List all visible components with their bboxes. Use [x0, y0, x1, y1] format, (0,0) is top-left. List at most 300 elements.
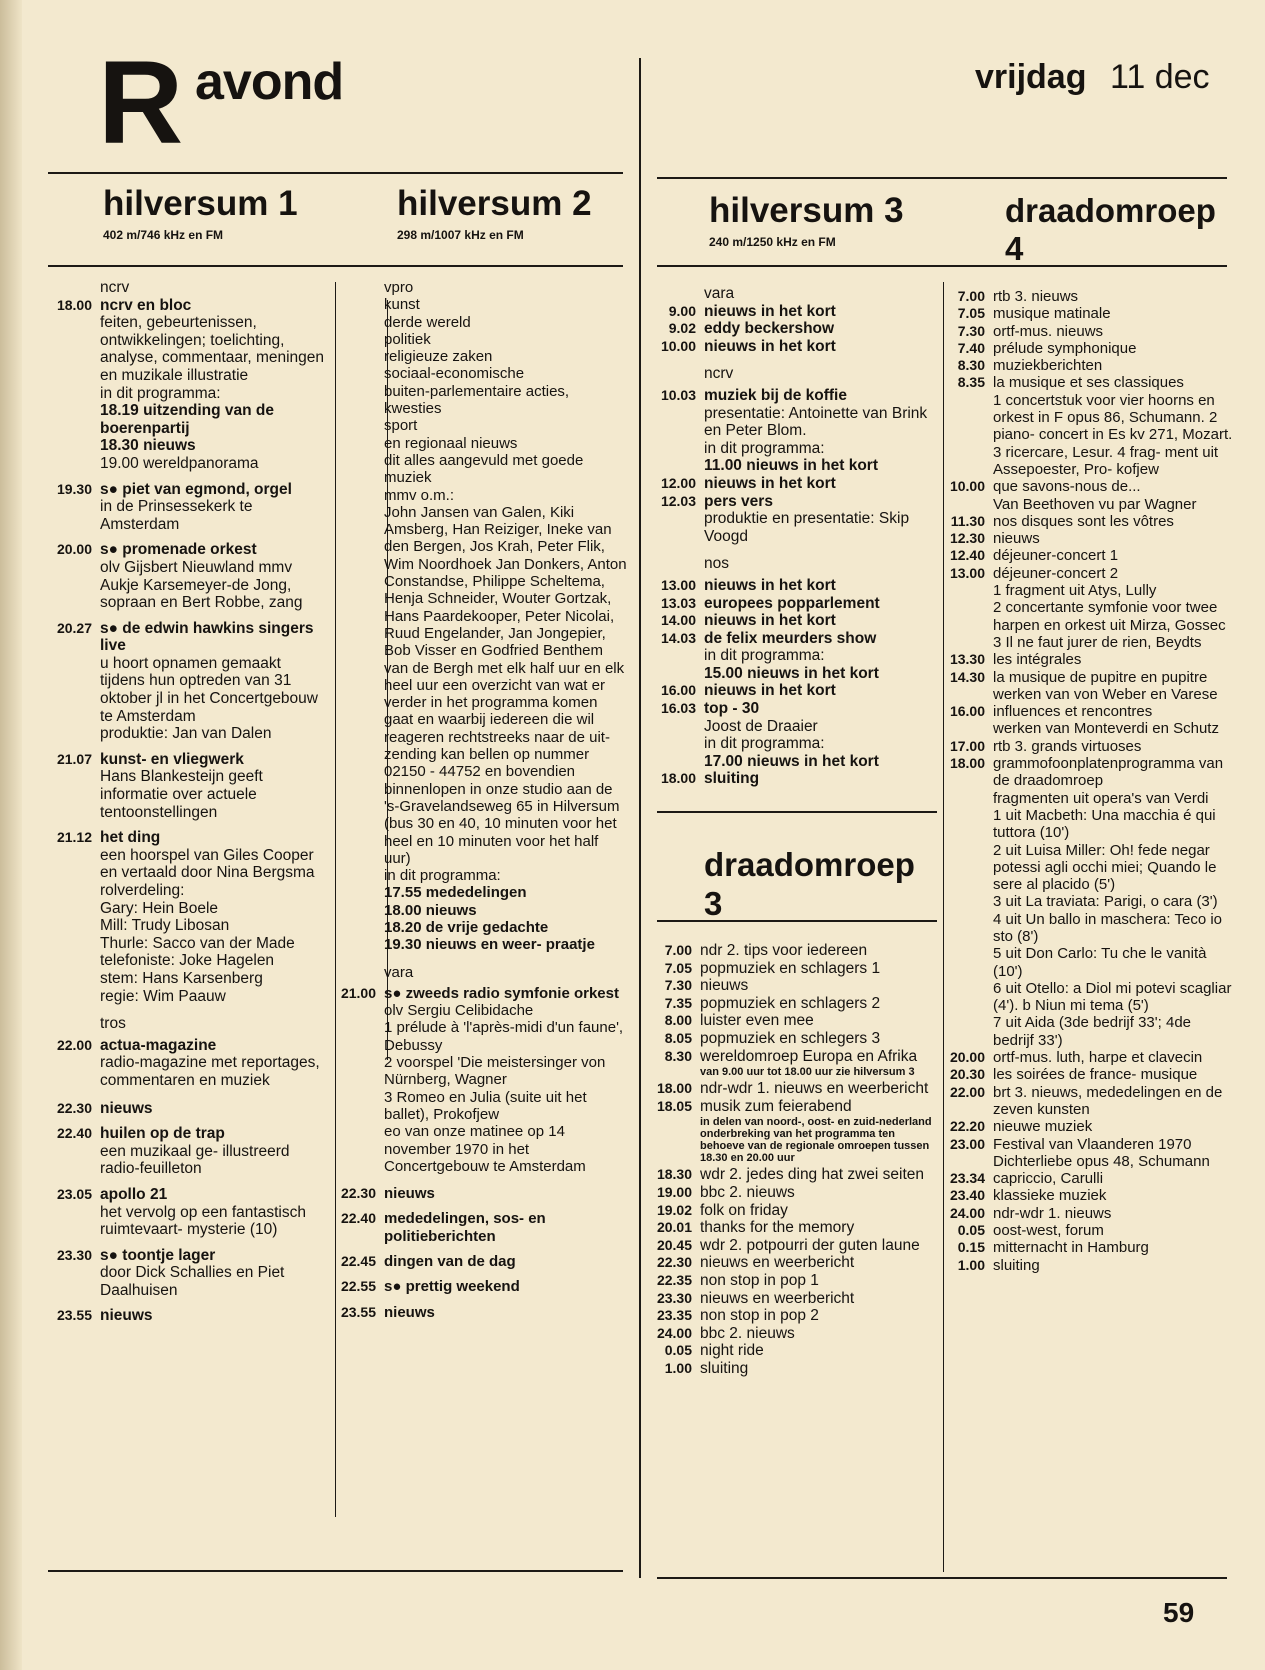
program-title: door Dick Schallies en Piet Daalhuisen — [100, 1264, 285, 1299]
rule-d3-top — [657, 811, 937, 813]
program-time — [648, 718, 696, 736]
program-title: nos disques sont les vôtres — [993, 512, 1174, 530]
program-row — [48, 1143, 330, 1178]
program-title: top - 30 — [704, 700, 760, 718]
program-row — [945, 669, 1235, 686]
program-title: eddy beckershow — [704, 320, 835, 338]
program-row — [648, 338, 936, 356]
program-time: 19.30 — [56, 480, 92, 497]
program-time: 20.45 — [656, 1236, 692, 1253]
program-time: 23.30 — [656, 1289, 692, 1306]
program-title: het vervolg op een fantastisch ruimtevaart- mysterie (10) — [100, 1203, 306, 1239]
program-row — [48, 297, 330, 315]
program-title: la musique et ses classiques — [993, 374, 1184, 392]
program-row — [650, 960, 938, 978]
program-time — [48, 455, 92, 473]
program-title: nieuws in het kort — [704, 576, 836, 594]
program-title: bbc 2. nieuws — [700, 1324, 795, 1342]
program-row — [48, 1100, 330, 1118]
program-row — [945, 1136, 1235, 1171]
program-title: Joost de Draaier — [704, 717, 818, 735]
program-title: nieuws en weerbericht — [700, 1289, 855, 1307]
program-time — [648, 647, 696, 665]
program-title: folk on friday — [700, 1201, 788, 1219]
program-row — [945, 599, 1235, 634]
program-row — [48, 655, 330, 725]
program-title: popmuziek en schlagers 1 — [700, 959, 881, 977]
program-time — [48, 1015, 92, 1033]
program-row — [945, 893, 1235, 910]
program-title: rtb 3. grands virtuoses — [993, 737, 1142, 755]
program-time: 8.35 — [957, 374, 985, 391]
program-title: musik zum feierabend — [700, 1097, 852, 1115]
program-time — [945, 790, 985, 807]
program-row — [336, 919, 628, 936]
program-title: 15.00 nieuws in het kort — [704, 664, 879, 682]
program-title: 2 concertante symfonie voor twee harpen en orkest uit Mirza, Gossec — [993, 599, 1226, 634]
program-row — [336, 1210, 628, 1245]
program-row — [48, 1204, 330, 1239]
program-time: 23.55 — [56, 1307, 92, 1324]
program-time: 13.00 — [660, 576, 696, 593]
program-row — [650, 1325, 938, 1343]
program-time — [945, 842, 985, 894]
program-title: ncrv en bloc — [100, 296, 192, 314]
program-title: derde wereld — [384, 313, 471, 331]
program-time: 12.30 — [949, 530, 985, 547]
program-row — [48, 829, 330, 847]
program-title: nieuws — [993, 530, 1040, 548]
program-row — [650, 1272, 938, 1290]
program-row — [48, 1264, 330, 1299]
program-row — [48, 847, 330, 882]
program-row — [336, 1253, 628, 1270]
program-time — [336, 1002, 376, 1019]
program-time: 11.30 — [950, 512, 985, 529]
program-row — [945, 634, 1235, 651]
program-title: déjeuner-concert 2 — [993, 564, 1119, 582]
program-title: vara — [384, 963, 414, 981]
program-row — [48, 751, 330, 769]
program-row — [650, 1166, 938, 1184]
program-title: 2 uit Luisa Miller: Oh! fede negar potessi agli occhi miei; Quando le sere al placido (5') — [993, 841, 1217, 894]
program-time — [648, 457, 696, 475]
program-row — [336, 504, 628, 660]
program-row — [336, 331, 628, 348]
program-time: 22.20 — [949, 1118, 985, 1135]
program-row — [648, 320, 936, 338]
program-row — [945, 703, 1235, 720]
program-title: John Jansen van Galen, Kiki Amsberg, Han Reiziger, Ineke van den Bergen, Jos Krah, Peter Flik, Wim Noordhoek Jan Donkers, Anton Constandse, Philippe Scheltema, Henja Schneider, Wouter Gortzak, Hans Paardekooper, Peter Nicolai, Ruud Engelander, Jan Jongepier, Bob Visser en Godfried Benthem — [384, 503, 627, 660]
program-title: wdr 2. potpourri der guten laune — [700, 1236, 920, 1254]
program-row — [336, 435, 628, 452]
program-time: 18.00 — [660, 770, 696, 787]
program-row — [648, 475, 936, 493]
program-title: nieuws — [384, 1185, 435, 1203]
program-row — [945, 340, 1235, 357]
program-title: regie: Wim Paauw — [100, 987, 226, 1005]
program-row — [48, 385, 330, 403]
program-title: popmuziek en schlagers 2 — [700, 994, 881, 1012]
program-time — [336, 964, 376, 981]
program-title: ndr-wdr 1. nieuws en weerbericht — [700, 1080, 929, 1098]
station-freq-h3: 240 m/1250 kHz en FM — [709, 235, 836, 249]
program-row — [48, 882, 330, 900]
program-row — [336, 660, 628, 868]
program-row — [945, 807, 1235, 842]
program-row — [336, 1019, 628, 1054]
section-title: avond — [195, 53, 344, 111]
program-time: 23.00 — [949, 1135, 985, 1152]
program-row — [650, 1237, 938, 1255]
program-title: ortf-mus. luth, harpe et clavecin — [993, 1049, 1203, 1067]
program-title: de felix meurders show — [704, 629, 877, 647]
program-row — [48, 559, 330, 612]
program-row — [650, 1290, 938, 1308]
program-title: 2 voorspel 'Die meistersinger von Nürnberg, Wagner — [384, 1054, 606, 1089]
program-row — [650, 977, 938, 995]
program-time — [648, 365, 696, 383]
program-row — [336, 383, 628, 418]
program-title: in delen van noord-, oost- en zuid-nederland onderbreking van het programma ten behoeve van de regionale omroepen tussen 18.30 en 20.00 uur — [700, 1116, 932, 1165]
program-title: s● piet van egmond, orgel — [100, 480, 292, 498]
program-row — [336, 296, 628, 313]
program-title: presentatie: Antoinette van Brink en Peter Blom. — [704, 404, 928, 440]
program-row — [648, 555, 936, 573]
program-row — [336, 1089, 628, 1124]
program-row — [650, 942, 938, 960]
program-time: 22.55 — [340, 1278, 376, 1295]
program-time — [48, 882, 92, 900]
program-time — [48, 1264, 92, 1299]
program-row — [48, 1015, 330, 1033]
program-row — [336, 1002, 628, 1019]
program-time — [48, 498, 92, 533]
program-row — [945, 755, 1235, 790]
program-title: sluiting — [704, 770, 760, 788]
program-row — [48, 481, 330, 499]
program-row — [648, 735, 936, 753]
program-time: 12.00 — [660, 474, 696, 491]
rule-bottom-right — [657, 1577, 1227, 1579]
rule-bottom-left — [48, 1570, 623, 1572]
program-row — [650, 1219, 938, 1237]
program-row — [945, 1066, 1235, 1083]
program-row — [648, 718, 936, 736]
program-time — [336, 435, 376, 452]
program-time: 23.40 — [949, 1187, 985, 1204]
program-row — [648, 510, 936, 545]
program-time — [336, 884, 376, 901]
program-time: 10.00 — [660, 337, 696, 354]
program-time: 7.00 — [957, 288, 985, 304]
program-row — [48, 1186, 330, 1204]
program-time: 18.00 — [949, 755, 985, 772]
program-row — [648, 612, 936, 630]
program-row — [648, 387, 936, 405]
day-label: vrijdag — [975, 58, 1087, 96]
col-divider-h3-d4 — [943, 282, 944, 1572]
program-title: buiten-parlementaire acties, kwesties — [384, 382, 570, 418]
program-title: religieuze zaken — [384, 348, 493, 366]
program-row — [945, 1118, 1235, 1135]
program-time: 14.30 — [949, 668, 985, 685]
program-title: olv Gijsbert Nieuwland mmv Aukje Karsemeyer-de Jong, sopraan en Bert Robbe, zang — [100, 558, 303, 612]
program-time: 22.30 — [656, 1254, 692, 1271]
program-title: 1 fragment uit Atys, Lully — [993, 582, 1157, 600]
program-time — [336, 348, 376, 365]
program-row — [945, 842, 1235, 894]
program-time — [945, 1014, 985, 1049]
program-row — [48, 498, 330, 533]
program-row — [648, 285, 936, 303]
program-row — [648, 405, 936, 440]
program-title: Gary: Hein Boele — [100, 899, 219, 917]
program-time: 23.35 — [656, 1307, 692, 1324]
program-row — [945, 720, 1235, 737]
program-title: produktie en presentatie: Skip Voogd — [704, 510, 910, 545]
program-title: déjeuner-concert 1 — [993, 547, 1119, 565]
program-title: werken van von Weber en Varese — [993, 685, 1218, 703]
program-time — [48, 279, 92, 297]
program-title: ortf-mus. nieuws — [993, 322, 1104, 340]
rule-head-left — [48, 265, 623, 267]
program-title: wereldomroep Europa en Afrika — [700, 1047, 918, 1065]
program-title: feiten, gebeurtenissen, ontwikkelingen; toelichting, analyse, commentaar, meningen en muzikale illustratie — [100, 314, 325, 384]
program-time: 8.30 — [957, 357, 985, 374]
program-time: 19.00 — [656, 1183, 692, 1200]
program-title: 19.30 nieuws en weer- praatje — [384, 936, 595, 954]
program-time: 8.30 — [664, 1047, 692, 1064]
program-time: 13.30 — [949, 651, 985, 668]
schedule-draadomroep-4 — [945, 288, 1235, 1274]
program-title: ndr 2. tips voor iedereen — [700, 942, 868, 959]
program-time — [945, 720, 985, 737]
program-time: 18.00 — [656, 1080, 692, 1097]
program-time — [48, 1204, 92, 1239]
program-title: van 9.00 uur tot 18.00 uur zie hilversum 3 — [700, 1066, 915, 1079]
program-title: olv Sergiu Celibidache — [384, 1002, 534, 1020]
program-time — [945, 599, 985, 634]
program-title: nieuws — [100, 1307, 153, 1325]
program-time: 23.55 — [340, 1303, 376, 1320]
program-title: s● de edwin hawkins singers live — [100, 619, 314, 655]
program-row — [336, 936, 628, 953]
program-time: 12.03 — [660, 492, 696, 509]
program-title: les soirées de france- musique — [993, 1066, 1198, 1084]
program-time: 18.00 — [56, 296, 92, 313]
program-row — [650, 1066, 938, 1078]
program-title: 5 uit Don Carlo: Tu che le vanità (10') — [993, 945, 1207, 980]
program-time — [336, 417, 376, 434]
program-row — [648, 700, 936, 718]
program-title: ncrv — [704, 365, 734, 383]
program-row — [945, 305, 1235, 322]
program-row — [648, 682, 936, 700]
program-time: 7.30 — [957, 322, 985, 339]
program-row — [945, 1205, 1235, 1222]
program-row — [945, 496, 1235, 513]
program-row — [336, 867, 628, 884]
program-title: dit alles aangevuld met goede muziek — [384, 451, 584, 487]
program-time — [336, 919, 376, 936]
program-title: non stop in pop 1 — [700, 1271, 819, 1289]
program-row — [336, 985, 628, 1002]
program-row — [336, 487, 628, 504]
program-time — [648, 440, 696, 458]
program-title: werken van Monteverdi en Schutz — [993, 720, 1219, 738]
program-title: 17.00 nieuws in het kort — [704, 752, 879, 770]
program-title: kunst- en vliegwerk — [100, 750, 244, 768]
program-time: 17.00 — [949, 737, 985, 754]
program-row — [48, 917, 330, 935]
program-time — [336, 279, 376, 296]
program-title: fragmenten uit opera's van Verdi — [993, 789, 1209, 807]
program-row — [945, 1084, 1235, 1119]
program-title: muziekberichten — [993, 357, 1103, 375]
program-time — [336, 296, 376, 313]
program-title: een muzikaal ge- illustreerd radio-feuilleton — [100, 1142, 290, 1178]
program-row — [945, 1239, 1235, 1256]
program-time — [336, 1019, 376, 1054]
program-row — [336, 314, 628, 331]
program-row — [945, 1170, 1235, 1187]
program-row — [945, 547, 1235, 564]
program-row — [48, 1054, 330, 1089]
program-time — [648, 753, 696, 771]
program-title: 18.00 nieuws — [384, 901, 477, 919]
program-row — [945, 1014, 1235, 1049]
program-row — [336, 365, 628, 382]
program-row — [945, 1049, 1235, 1066]
program-title: oost-west, forum — [993, 1222, 1104, 1240]
program-time: 19.02 — [656, 1201, 692, 1218]
program-time — [336, 660, 376, 868]
program-title: nos — [704, 555, 729, 573]
program-row — [945, 651, 1235, 668]
program-title: ncrv — [100, 279, 130, 296]
program-time: 1.00 — [664, 1359, 692, 1376]
program-row — [945, 686, 1235, 703]
program-title: vara — [704, 285, 735, 302]
program-title: non stop in pop 2 — [700, 1307, 819, 1325]
program-time — [336, 867, 376, 884]
program-time — [945, 686, 985, 703]
program-title: thanks for the memory — [700, 1219, 855, 1237]
program-row — [945, 738, 1235, 755]
program-time — [48, 935, 92, 953]
program-time: 14.03 — [660, 629, 696, 646]
program-row — [336, 348, 628, 365]
program-title: Van Beethoven vu par Wagner — [993, 495, 1197, 513]
program-row — [650, 1360, 938, 1378]
program-title: het ding — [100, 829, 161, 847]
program-title: vpro — [384, 279, 414, 296]
program-row — [945, 582, 1235, 599]
program-time: 24.00 — [949, 1204, 985, 1221]
schedule-draadomroep-3 — [650, 942, 938, 1377]
program-time: 18.05 — [656, 1097, 692, 1114]
program-time: 22.00 — [56, 1036, 92, 1053]
program-title: 11.00 nieuws in het kort — [704, 457, 879, 475]
program-row — [650, 995, 938, 1013]
program-row — [48, 1125, 330, 1143]
program-title: night ride — [700, 1342, 764, 1360]
program-row — [650, 1254, 938, 1272]
program-title: kunst — [384, 296, 420, 314]
program-time — [48, 314, 92, 384]
program-time — [48, 559, 92, 612]
program-row — [648, 440, 936, 458]
program-title: nieuws in het kort — [704, 302, 836, 320]
program-title: prélude symphonique — [993, 339, 1137, 357]
program-row — [48, 725, 330, 743]
program-row — [650, 1030, 938, 1048]
program-time: 9.02 — [668, 320, 696, 337]
program-time: 18.30 — [656, 1166, 692, 1183]
program-time: 24.00 — [656, 1324, 692, 1341]
program-row — [48, 1247, 330, 1265]
program-title: klassieke muziek — [993, 1187, 1107, 1205]
program-row — [336, 1123, 628, 1175]
program-title: huilen op de trap — [100, 1125, 225, 1143]
program-row — [648, 457, 936, 475]
program-time — [48, 1143, 92, 1178]
program-row — [945, 392, 1235, 478]
program-title: eo van onze matinee op 14 november 1970 in het Concertgebouw te Amsterdam — [384, 1123, 586, 1175]
program-time: 16.03 — [660, 700, 696, 717]
program-title: s● promenade orkest — [100, 541, 257, 559]
program-title: en regionaal nieuws — [384, 434, 518, 452]
program-title: bbc 2. nieuws — [700, 1183, 795, 1201]
program-title: politiek — [384, 330, 431, 348]
program-title: nieuws en weerbericht — [700, 1254, 855, 1272]
program-time: 7.40 — [957, 339, 985, 356]
program-row — [945, 323, 1235, 340]
program-time — [336, 936, 376, 953]
program-row — [48, 541, 330, 559]
page-number: 59 — [1163, 1597, 1195, 1628]
station-freq-h2: 298 m/1007 kHz en FM — [397, 228, 524, 242]
program-title: nieuws in het kort — [704, 612, 836, 630]
program-row — [48, 952, 330, 970]
program-time — [648, 555, 696, 573]
program-title: in dit programma: — [100, 384, 221, 402]
program-row — [48, 1307, 330, 1325]
program-title: Mill: Trudy Libosan — [100, 917, 230, 935]
program-time — [48, 988, 92, 1006]
program-title: van de Bergh met elk half uur en elk heel uur een overzicht van wat er verder in het programma komen gaat en waarbij iedereen die wil reageren rechtstreeks naar de uit- zending kan bellen op nummer 02150 - 44752 en bovendien binnenlopen in onze studio aan de 's-Gravelandseweg 65 in Hilversum (bus 30 en 40, 10 minuten voor het heel en 10 minuten voor het half uur) — [384, 659, 625, 867]
program-time — [648, 405, 696, 440]
program-row — [650, 1048, 938, 1066]
program-time — [336, 383, 376, 418]
program-time: 20.01 — [656, 1219, 692, 1236]
program-row — [48, 437, 330, 455]
program-title: s● toontje lager — [100, 1246, 216, 1264]
program-title: muziek bij de koffie — [704, 386, 847, 404]
program-time — [336, 452, 376, 487]
program-time — [945, 945, 985, 980]
program-row — [648, 630, 936, 648]
program-time — [648, 510, 696, 545]
program-time: 20.27 — [56, 619, 92, 636]
program-title: ndr-wdr 1. nieuws — [993, 1204, 1112, 1222]
program-title: mededelingen, sos- en politieberichten — [384, 1210, 546, 1245]
program-time: 8.00 — [664, 1012, 692, 1029]
program-time: 13.03 — [660, 594, 696, 611]
program-title: 7 uit Aida (3de bedrijf 33'; 4de bedrijf 33') — [993, 1014, 1192, 1049]
rule-top-right — [657, 177, 1227, 179]
